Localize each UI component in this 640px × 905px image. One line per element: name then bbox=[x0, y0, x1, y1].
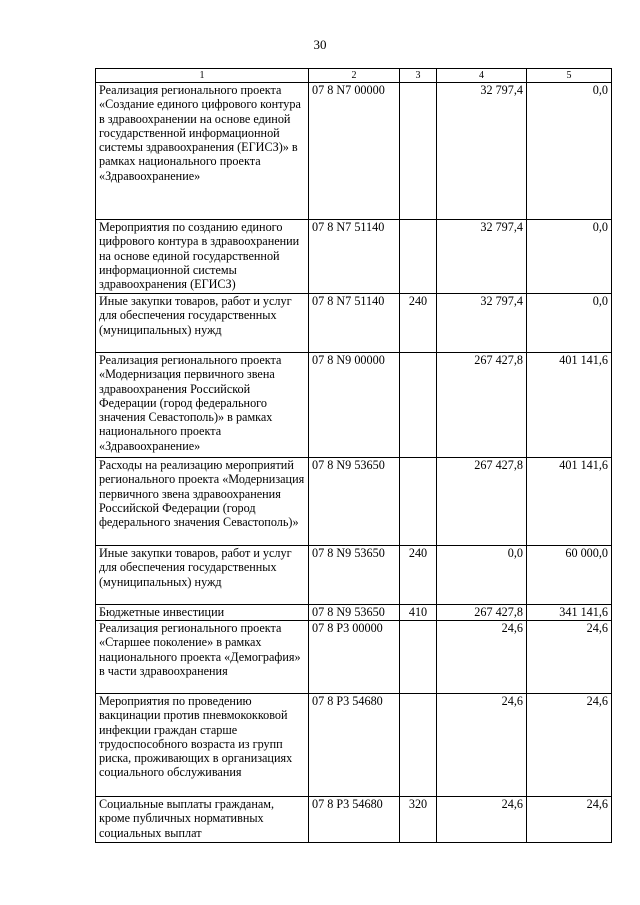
row-amount-col4: 24,6 bbox=[437, 621, 527, 694]
table-row bbox=[96, 694, 612, 797]
budget-table bbox=[95, 68, 612, 843]
row-name: Реализация регионального проекта «Старшее поколение» в рамках национального проекта «Демография» в части здравоохранения bbox=[96, 621, 309, 694]
row-amount-col5: 60 000,0 bbox=[527, 546, 612, 605]
table-row bbox=[96, 353, 612, 458]
page-number: 30 bbox=[313, 37, 327, 52]
row-amount-col5: 0,0 bbox=[527, 220, 612, 294]
row-amount-col4: 32 797,4 bbox=[437, 83, 527, 220]
row-expense-type bbox=[400, 83, 437, 220]
row-expense-type bbox=[400, 458, 437, 546]
row-expense-type bbox=[400, 694, 437, 797]
row-amount-col5: 341 141,6 bbox=[527, 605, 612, 621]
row-name: Реализация регионального проекта «Модернизация первичного звена здравоохранения Российской Федерации (город федерального значения Севастополь)» в рамках национального проекта «Здравоохранение» bbox=[96, 353, 309, 458]
row-amount-col4: 267 427,8 bbox=[437, 458, 527, 546]
table-header-row bbox=[96, 69, 612, 83]
row-target-code: 07 8 P3 54680 bbox=[309, 797, 400, 843]
row-expense-type: 410 bbox=[400, 605, 437, 621]
row-target-code: 07 8 N9 53650 bbox=[309, 546, 400, 605]
table-row bbox=[96, 605, 612, 621]
row-amount-col5: 401 141,6 bbox=[527, 458, 612, 546]
column-header-5: 5 bbox=[527, 69, 612, 83]
row-expense-type bbox=[400, 353, 437, 458]
row-target-code: 07 8 N9 53650 bbox=[309, 605, 400, 621]
row-amount-col4: 32 797,4 bbox=[437, 294, 527, 353]
row-target-code: 07 8 N7 51140 bbox=[309, 294, 400, 353]
row-target-code: 07 8 N7 51140 bbox=[309, 220, 400, 294]
row-expense-type: 240 bbox=[400, 294, 437, 353]
row-amount-col5: 401 141,6 bbox=[527, 353, 612, 458]
row-expense-type: 240 bbox=[400, 546, 437, 605]
row-name: Расходы на реализацию мероприятий регионального проекта «Модернизация первичного звена здравоохранения Российской Федерации (город федерального значения Севастополь)» bbox=[96, 458, 309, 546]
row-expense-type: 320 bbox=[400, 797, 437, 843]
row-amount-col4: 32 797,4 bbox=[437, 220, 527, 294]
table-row bbox=[96, 294, 612, 353]
row-amount-col4: 24,6 bbox=[437, 694, 527, 797]
table-row bbox=[96, 621, 612, 694]
row-amount-col5: 24,6 bbox=[527, 621, 612, 694]
row-amount-col4: 0,0 bbox=[437, 546, 527, 605]
column-header-4: 4 bbox=[437, 69, 527, 83]
row-amount-col4: 267 427,8 bbox=[437, 605, 527, 621]
row-target-code: 07 8 N7 00000 bbox=[309, 83, 400, 220]
column-header-1: 1 bbox=[96, 69, 309, 83]
row-target-code: 07 8 P3 00000 bbox=[309, 621, 400, 694]
row-amount-col5: 24,6 bbox=[527, 694, 612, 797]
table-row bbox=[96, 458, 612, 546]
table-row bbox=[96, 546, 612, 605]
row-amount-col4: 24,6 bbox=[437, 797, 527, 843]
row-name: Реализация регионального проекта «Создание единого цифрового контура в здравоохранении на основе единой государственной информационной системы здравоохранения (ЕГИСЗ)» в рамках национального проекта «Здравоохранение» bbox=[96, 83, 309, 220]
column-header-3: 3 bbox=[400, 69, 437, 83]
row-amount-col5: 0,0 bbox=[527, 294, 612, 353]
row-expense-type bbox=[400, 621, 437, 694]
row-name: Иные закупки товаров, работ и услуг для обеспечения государственных (муниципальных) нужд bbox=[96, 294, 309, 353]
row-name: Иные закупки товаров, работ и услуг для обеспечения государственных (муниципальных) нужд bbox=[96, 546, 309, 605]
row-amount-col4: 267 427,8 bbox=[437, 353, 527, 458]
table-row bbox=[96, 83, 612, 220]
row-name: Мероприятия по созданию единого цифрового контура в здравоохранении на основе единой государственной информационной системы здравоохранения (ЕГИСЗ) bbox=[96, 220, 309, 294]
row-amount-col5: 0,0 bbox=[527, 83, 612, 220]
row-target-code: 07 8 N9 53650 bbox=[309, 458, 400, 546]
row-name: Мероприятия по проведению вакцинации против пневмококковой инфекции граждан старше трудоспособного возраста из групп риска, проживающих в организациях социального обслуживания bbox=[96, 694, 309, 797]
row-name: Социальные выплаты гражданам, кроме публичных нормативных социальных выплат bbox=[96, 797, 309, 843]
table-row bbox=[96, 220, 612, 294]
row-target-code: 07 8 N9 00000 bbox=[309, 353, 400, 458]
row-target-code: 07 8 P3 54680 bbox=[309, 694, 400, 797]
row-expense-type bbox=[400, 220, 437, 294]
table-row bbox=[96, 797, 612, 843]
row-name: Бюджетные инвестиции bbox=[96, 605, 309, 621]
row-amount-col5: 24,6 bbox=[527, 797, 612, 843]
column-header-2: 2 bbox=[309, 69, 400, 83]
